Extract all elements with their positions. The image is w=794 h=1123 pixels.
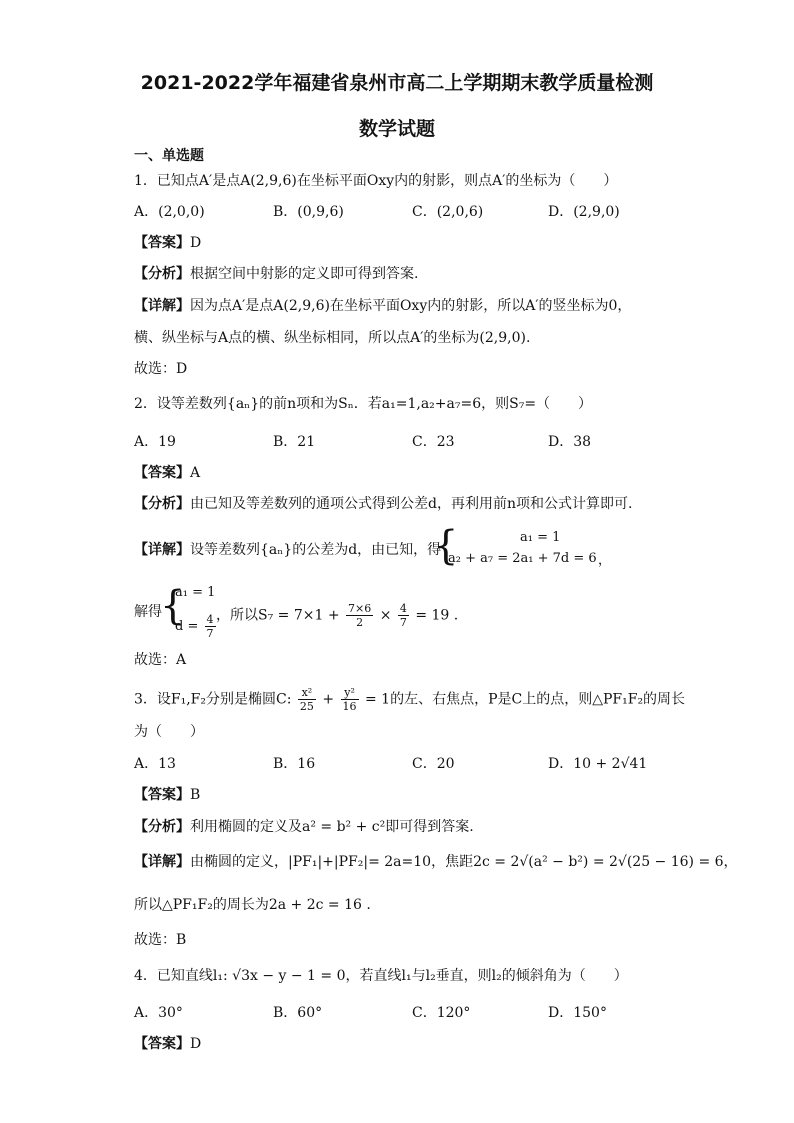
q3-stem-start: 3．设F₁,F₂分别是椭圆C: bbox=[134, 691, 292, 708]
solution-eq-bottom bbox=[175, 613, 218, 640]
analysis-label: 【分析】 bbox=[134, 819, 190, 835]
q2-answer bbox=[134, 463, 200, 483]
fraction bbox=[298, 686, 316, 713]
detail-label: 【详解】 bbox=[134, 298, 190, 314]
q4-option-b: B．60° bbox=[273, 1005, 323, 1021]
fraction-numerator: y² bbox=[341, 686, 359, 700]
fraction bbox=[346, 602, 373, 629]
q4-answer bbox=[134, 1034, 201, 1054]
fraction bbox=[341, 686, 359, 713]
q1-answer bbox=[134, 233, 201, 253]
fraction-numerator: x² bbox=[298, 686, 316, 700]
choice-label: 故选： bbox=[134, 932, 176, 948]
q3-option-c: C．20 bbox=[412, 756, 455, 772]
q3-stem bbox=[134, 686, 685, 713]
q1-detail bbox=[134, 296, 631, 316]
q3-detail-cont: 所以△PF₁F₂的周长为2a + 2c = 16 . bbox=[134, 897, 371, 913]
detail-text: 设等差数列{aₙ}的公差为d，由已知，得 bbox=[190, 542, 442, 558]
q2-analysis bbox=[134, 494, 632, 514]
fraction-numerator: 4 bbox=[206, 613, 214, 626]
detail-text: 由椭圆的定义，|PF₁|+|PF₂|= 2a=10，焦距2c = 2√(a² − b²) = 2√(25 − 16) = 6， bbox=[190, 854, 738, 870]
q4-stem: 4．已知直线l₁: √3x − y − 1 = 0，若直线l₁与l₂垂直，则l₂的倾斜角为（ ） bbox=[134, 968, 628, 984]
q2-option-c: C．23 bbox=[412, 434, 455, 450]
q2-sum-formula bbox=[216, 602, 458, 629]
q3-stem-cont: 为（ ） bbox=[134, 724, 204, 740]
q3-choice bbox=[134, 930, 186, 950]
times-sign: × bbox=[379, 607, 392, 624]
q4-option-a: A．30° bbox=[134, 1005, 183, 1021]
q1-analysis bbox=[134, 264, 418, 284]
q1-stem: 1．已知点A′是点A(2,9,6)在坐标平面Oxy内的射影，则点A′的坐标为（ ） bbox=[134, 173, 618, 189]
system-tail: ， bbox=[598, 553, 612, 568]
q2-option-b: B．21 bbox=[273, 434, 316, 450]
q3-option-d: D．10 + 2√41 bbox=[548, 756, 648, 772]
solution-eq-top: a₁ = 1 bbox=[175, 585, 216, 600]
analysis-text: 利用椭圆的定义及a² = b² + c²即可得到答案. bbox=[190, 819, 474, 835]
document-subtitle: 数学试题 bbox=[358, 118, 435, 140]
detail-label: 【详解】 bbox=[134, 854, 190, 870]
q2-option-a: A．19 bbox=[134, 434, 176, 450]
answer-value: B bbox=[190, 787, 201, 803]
q4-option-c: C．120° bbox=[412, 1005, 471, 1021]
system-brace: { bbox=[433, 523, 459, 569]
detail-label: 【详解】 bbox=[134, 542, 190, 558]
q3-option-a: A．13 bbox=[134, 756, 176, 772]
sum-result: = 19 . bbox=[415, 607, 459, 624]
answer-label: 【答案】 bbox=[134, 787, 190, 803]
q1-option-a: A．(2,0,0) bbox=[134, 204, 205, 220]
choice-value: B bbox=[176, 932, 187, 948]
analysis-label: 【分析】 bbox=[134, 496, 190, 512]
answer-label: 【答案】 bbox=[134, 465, 190, 481]
sum-prefix: ，所以S₇ = 7×1 + bbox=[216, 607, 340, 624]
q2-detail bbox=[134, 540, 441, 560]
q2-choice bbox=[134, 650, 186, 670]
q2-option-d: D．38 bbox=[548, 434, 592, 450]
answer-label: 【答案】 bbox=[134, 235, 190, 251]
fraction bbox=[205, 613, 216, 640]
choice-value: A bbox=[176, 652, 187, 668]
fraction-denominator: 2 bbox=[356, 616, 364, 629]
system-eq-top: a₁ = 1 bbox=[520, 530, 561, 545]
q2-solve-prefix: 解得 bbox=[134, 604, 162, 620]
analysis-text: 根据空间中射影的定义即可得到答案. bbox=[190, 266, 419, 282]
answer-label: 【答案】 bbox=[134, 1036, 190, 1052]
q3-option-b: B．16 bbox=[273, 756, 316, 772]
q3-detail bbox=[134, 852, 738, 872]
q1-option-c: C．(2,0,6) bbox=[412, 204, 484, 220]
fraction bbox=[398, 602, 409, 629]
answer-value: D bbox=[190, 1036, 202, 1052]
fraction-denominator: 25 bbox=[299, 700, 314, 713]
analysis-text: 由已知及等差数列的通项公式得到公差d，再利用前n项和公式计算即可. bbox=[190, 496, 633, 512]
q1-detail-cont: 横、纵坐标与A点的横、纵坐标相同，所以点A′的坐标为(2,9,0). bbox=[134, 330, 531, 346]
analysis-label: 【分析】 bbox=[134, 266, 190, 282]
choice-label: 故选： bbox=[134, 361, 176, 377]
q3-stem-end: = 1的左、右焦点，P是C上的点，则△PF₁F₂的周长 bbox=[365, 691, 686, 708]
fraction-numerator: 4 bbox=[399, 602, 407, 615]
document-title: 2021-2022学年福建省泉州市高二上学期期末教学质量检测 bbox=[140, 72, 654, 94]
q1-option-b: B．(0,9,6) bbox=[273, 204, 344, 220]
q1-choice bbox=[134, 359, 187, 379]
answer-value: A bbox=[190, 465, 201, 481]
fraction-numerator: 7×6 bbox=[348, 602, 372, 615]
q4-option-d: D．150° bbox=[548, 1005, 607, 1021]
solution-brace: { bbox=[160, 583, 186, 629]
choice-label: 故选： bbox=[134, 652, 176, 668]
fraction-denominator: 7 bbox=[399, 616, 407, 629]
section-heading: 一、单选题 bbox=[134, 148, 204, 164]
plus-sign: + bbox=[322, 691, 335, 708]
detail-text: 因为点A′是点A(2,9,6)在坐标平面Oxy内的射影，所以A′的竖坐标为0， bbox=[190, 298, 632, 314]
q1-option-d: D．(2,9,0) bbox=[548, 204, 620, 220]
choice-value: D bbox=[176, 361, 188, 377]
solution-d-lhs: d = bbox=[175, 619, 199, 634]
fraction-denominator: 7 bbox=[206, 627, 214, 640]
q2-stem: 2．设等差数列{aₙ}的前n项和为Sₙ．若a₁=1,a₂+a₇=6，则S₇=（ ） bbox=[134, 396, 593, 412]
q3-answer bbox=[134, 785, 200, 805]
q3-analysis bbox=[134, 817, 474, 837]
system-eq-bottom: a₂ + a₇ = 2a₁ + 7d = 6 bbox=[448, 551, 597, 566]
answer-value: D bbox=[190, 235, 202, 251]
fraction-denominator: 16 bbox=[342, 700, 357, 713]
